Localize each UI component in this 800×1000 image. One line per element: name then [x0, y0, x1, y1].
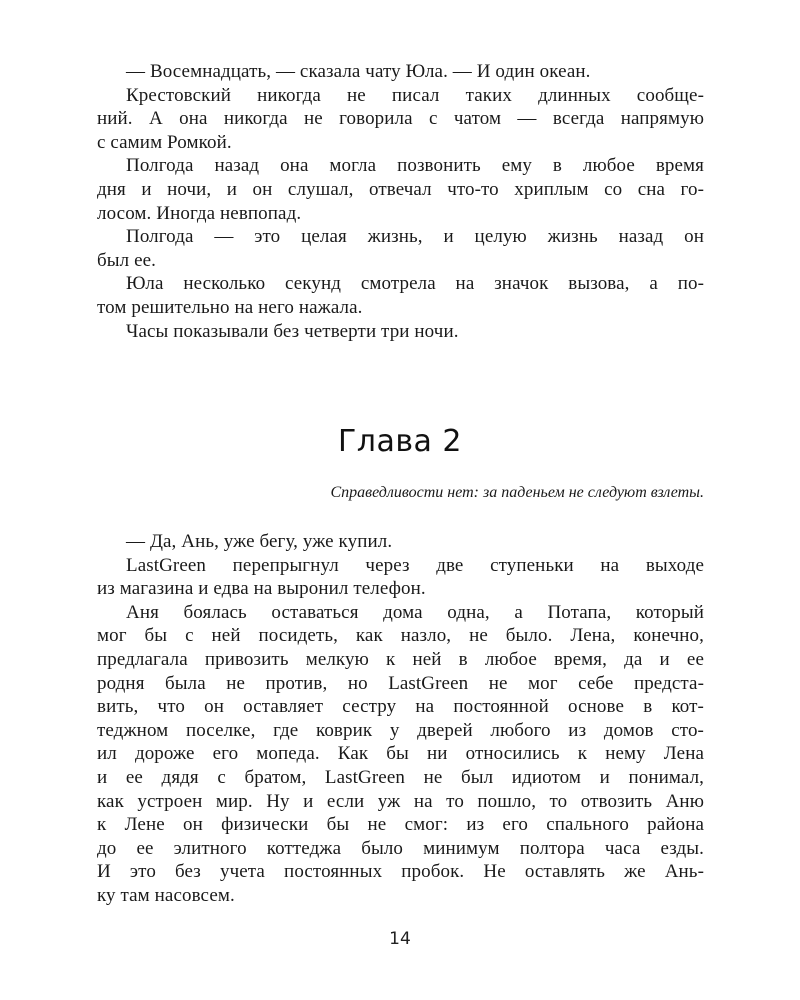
text-line: — Да, Ань, уже бегу, уже купил.: [126, 531, 393, 552]
text-line: LastGreen перепрыгнул через две ступеньки на выходе: [126, 554, 704, 576]
text-line: предлагала привозить мелкую к ней в любое время, да и ее: [97, 648, 704, 670]
text-line: — Восемнадцать, — сказала чату Юла. — И один океан.: [126, 61, 591, 82]
text-line: дня и ночи, и он слушал, отвечал что-то хриплым со сна го-: [97, 178, 704, 200]
text-line: ний. А она никогда не говорила с чатом — всегда напрямую: [97, 108, 704, 130]
text-line: к Лене он физически бы не смог: из его спального района: [97, 814, 704, 836]
chapter-title: Глава 2: [337, 424, 463, 459]
top-text-block: [97, 60, 704, 343]
text-line: теджном поселке, где коврик у дверей любого из домов сто-: [97, 719, 704, 741]
text-line: мог бы с ней посидеть, как назло, не было. Лена, конечно,: [97, 625, 704, 647]
text-line: ил дороже его мопеда. Как бы ни относились к нему Лена: [97, 743, 704, 765]
text-line: Полгода назад она могла позвонить ему в любое время: [126, 155, 704, 177]
text-line: лосом. Иногда невпопад.: [97, 202, 302, 224]
text-line: Аня боялась оставаться дома одна, а Потапа, который: [126, 601, 704, 623]
bottom-text-block: [97, 530, 704, 908]
text-line: и ее дядя с братом, LastGreen не был идиотом и понимал,: [97, 766, 704, 788]
text-line: до ее элитного коттеджа было минимум полтора часа езды.: [97, 837, 704, 859]
text-line: был ее.: [97, 249, 156, 271]
text-line: как устроен мир. Ну и если уж на то пошло, то отвозить Аню: [97, 790, 704, 812]
text-line: родня была не против, но LastGreen не мог себе предста-: [97, 672, 704, 694]
text-line: Полгода — это целая жизнь, и целую жизнь назад он: [126, 226, 704, 248]
text-line: Крестовский никогда не писал таких длинных сообще-: [126, 84, 704, 106]
text-line: вить, что он оставляет сестру на постоянной основе в кот-: [97, 696, 704, 718]
text-line: из магазина и едва на выронил телефон.: [97, 578, 426, 600]
text-line: Юла несколько секунд смотрела на значок вызова, а по-: [126, 273, 704, 295]
text-line: ку там насовсем.: [97, 884, 235, 906]
chapter-epigraph: Справедливости нет: за паденьем не следуют взлеты.: [330, 484, 704, 501]
text-line: том решительно на него нажала.: [97, 296, 363, 318]
text-line: с самим Ромкой.: [97, 131, 232, 153]
page-number: 14: [389, 929, 411, 949]
text-line: Часы показывали без четверти три ночи.: [126, 320, 459, 342]
text-line: И это без учета постоянных пробок. Не оставлять же Ань-: [97, 861, 704, 883]
